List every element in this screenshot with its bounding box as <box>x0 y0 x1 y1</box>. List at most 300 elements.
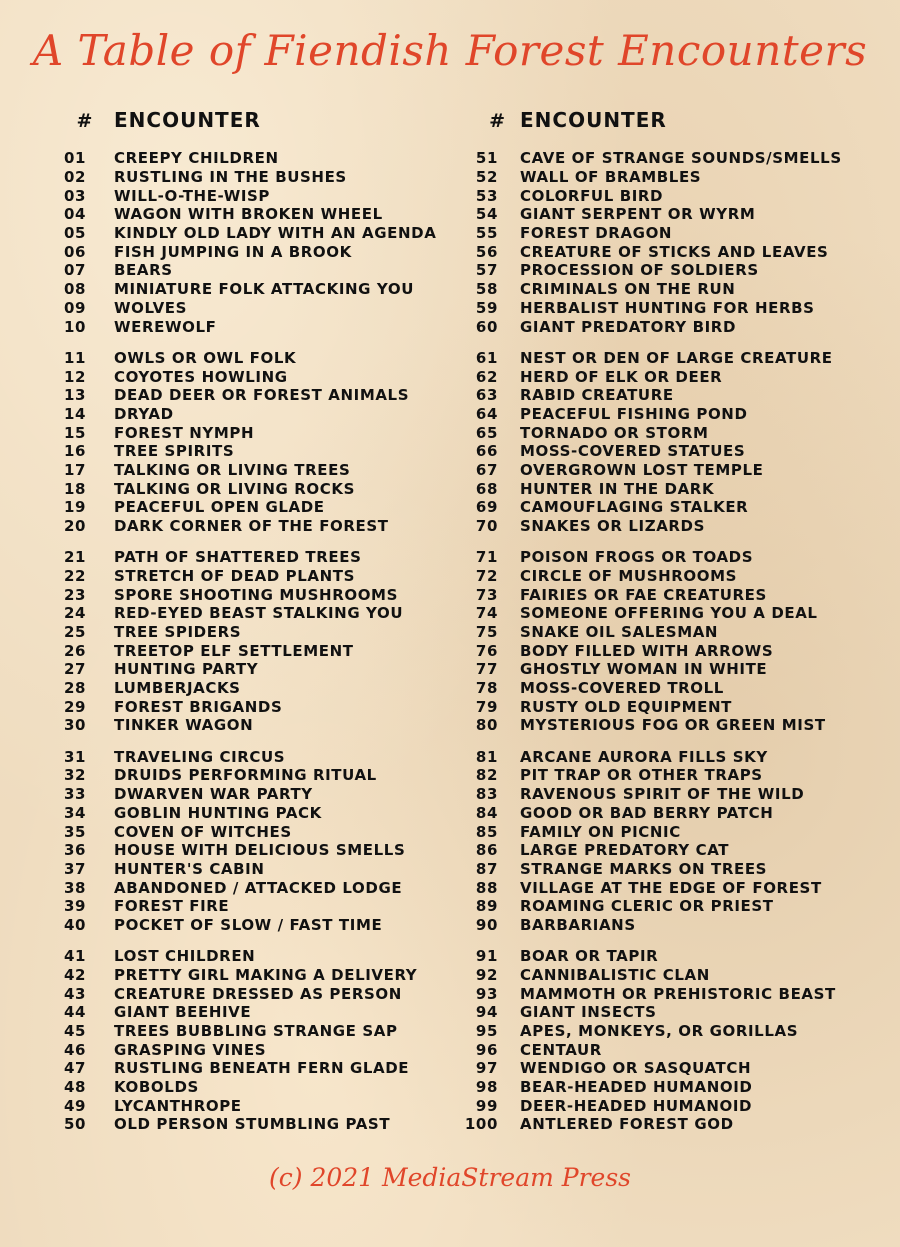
encounter-text: TRAVELING CIRCUS <box>114 747 286 766</box>
encounter-number: 44 <box>64 1003 87 1022</box>
encounter-row <box>462 803 862 822</box>
encounter-row <box>462 317 862 336</box>
encounter-number: 84 <box>475 803 498 822</box>
encounter-number: 43 <box>64 984 87 1003</box>
encounter-row <box>56 1003 446 1022</box>
encounter-text: MYSTERIOUS FOG OR GREEN MIST <box>520 716 826 735</box>
encounter-number: 33 <box>64 785 87 804</box>
encounter-number: 78 <box>475 679 498 698</box>
encounter-number: 18 <box>64 479 87 498</box>
encounter-text: SPORE SHOOTING MUSHROOMS <box>114 585 398 604</box>
encounter-row <box>462 604 862 623</box>
encounter-number: 35 <box>64 822 87 841</box>
encounter-number: 49 <box>64 1096 87 1115</box>
encounter-row <box>462 1022 862 1041</box>
encounter-text: FOREST NYMPH <box>114 423 255 442</box>
encounter-row <box>56 299 446 318</box>
encounter-text: SOMEONE OFFERING YOU A DEAL <box>520 604 818 623</box>
encounter-text: FOREST BRIGANDS <box>114 697 283 716</box>
encounter-row <box>462 261 862 280</box>
encounter-number: 41 <box>64 947 87 966</box>
encounter-text: LUMBERJACKS <box>114 679 241 698</box>
encounter-row <box>462 916 862 935</box>
encounter-number: 29 <box>64 697 87 716</box>
encounter-number: 98 <box>475 1078 498 1097</box>
encounter-row <box>462 186 862 205</box>
encounter-group <box>462 548 862 735</box>
encounter-row <box>56 641 446 660</box>
encounter-number: 46 <box>64 1040 87 1059</box>
encounter-number: 61 <box>475 348 498 367</box>
encounter-text: PEACEFUL FISHING POND <box>520 404 748 423</box>
encounter-text: LYCANTHROPE <box>114 1096 242 1115</box>
encounter-number: 99 <box>475 1096 498 1115</box>
encounter-row <box>462 966 862 985</box>
encounter-number: 59 <box>475 298 498 317</box>
encounter-text: TREE SPIRITS <box>114 442 235 461</box>
encounter-text: GOBLIN HUNTING PACK <box>114 803 322 822</box>
encounter-row <box>462 679 862 698</box>
encounter-number: 79 <box>475 697 498 716</box>
encounter-number: 76 <box>475 641 498 660</box>
encounter-number: 71 <box>475 548 498 567</box>
encounter-text: TREETOP ELF SETTLEMENT <box>114 641 354 660</box>
encounter-row <box>56 567 446 586</box>
encounter-number: 53 <box>475 186 498 205</box>
encounter-number: 06 <box>64 242 87 261</box>
encounter-number: 26 <box>64 641 87 660</box>
encounter-row <box>56 548 446 567</box>
encounter-number: 22 <box>64 566 87 585</box>
encounter-row <box>462 878 862 897</box>
encounter-row <box>462 984 862 1003</box>
encounter-row <box>462 822 862 841</box>
encounter-text: MOSS-COVERED TROLL <box>520 679 724 698</box>
encounter-number: 24 <box>64 604 87 623</box>
encounter-text: PEACEFUL OPEN GLADE <box>114 498 325 517</box>
encounter-row <box>462 1115 862 1134</box>
encounter-text: MAMMOTH OR PREHISTORIC BEAST <box>520 984 836 1003</box>
encounter-number: 12 <box>64 367 87 386</box>
encounter-number: 03 <box>64 186 87 205</box>
encounter-row <box>462 766 862 785</box>
encounter-row <box>56 1022 446 1041</box>
encounter-number: 65 <box>475 423 498 442</box>
encounter-number: 72 <box>475 566 498 585</box>
encounter-row <box>56 1059 446 1078</box>
encounter-row <box>462 1003 862 1022</box>
encounter-row <box>56 1115 446 1134</box>
encounter-text: RUSTLING BENEATH FERN GLADE <box>114 1059 410 1078</box>
encounter-row <box>462 280 862 299</box>
encounter-row <box>56 205 446 224</box>
encounter-group <box>462 747 862 934</box>
encounter-row <box>462 697 862 716</box>
encounter-row <box>462 1040 862 1059</box>
encounter-text: FAIRIES OR FAE CREATURES <box>520 585 767 604</box>
encounter-group <box>56 747 446 934</box>
encounter-number: 11 <box>64 348 87 367</box>
encounter-number: 86 <box>475 841 498 860</box>
encounter-text: DRUIDS PERFORMING RITUAL <box>114 766 377 785</box>
encounter-number: 88 <box>475 878 498 897</box>
encounter-row <box>56 168 446 187</box>
encounter-row <box>56 149 446 168</box>
encounter-number: 75 <box>475 623 498 642</box>
encounter-row <box>462 498 862 517</box>
encounter-text: PATH OF SHATTERED TREES <box>114 548 362 567</box>
encounter-row <box>56 461 446 480</box>
encounter-row <box>56 442 446 461</box>
number-header: # <box>489 110 506 132</box>
encounter-number: 95 <box>475 1021 498 1040</box>
encounter-row <box>56 1078 446 1097</box>
number-header: # <box>76 110 94 132</box>
encounter-text: ANTLERED FOREST GOD <box>520 1115 734 1134</box>
encounter-number: 37 <box>64 859 87 878</box>
encounter-text: OLD PERSON STUMBLING PAST <box>114 1115 391 1134</box>
encounter-number: 64 <box>475 404 498 423</box>
encounter-text: FOREST FIRE <box>114 897 230 916</box>
encounter-text: BEAR-HEADED HUMANOID <box>520 1078 753 1097</box>
encounter-group <box>56 348 446 535</box>
encounter-number: 05 <box>64 224 87 243</box>
encounter-number: 36 <box>64 841 87 860</box>
encounter-row <box>462 517 862 536</box>
encounter-number: 77 <box>475 660 498 679</box>
encounter-row <box>56 897 446 916</box>
encounter-number: 16 <box>64 442 87 461</box>
encounter-text: NEST OR DEN OF LARGE CREATURE <box>520 348 833 367</box>
encounter-row <box>462 1078 862 1097</box>
encounter-row <box>462 149 862 168</box>
encounter-row <box>462 623 862 642</box>
encounter-row <box>462 423 862 442</box>
encounter-number: 90 <box>475 915 498 934</box>
encounter-text: VILLAGE AT THE EDGE OF FOREST <box>520 878 822 897</box>
encounter-text: CREATURE DRESSED AS PERSON <box>114 984 402 1003</box>
encounter-row <box>56 186 446 205</box>
encounter-number: 10 <box>64 317 87 336</box>
encounter-text: SNAKES OR LIZARDS <box>520 517 706 535</box>
encounter-text: WOLVES <box>114 298 188 317</box>
encounter-number: 45 <box>64 1021 87 1040</box>
encounter-text: DEAD DEER OR FOREST ANIMALS <box>114 386 410 405</box>
encounter-number: 92 <box>475 965 498 984</box>
encounter-text: HERD OF ELK OR DEER <box>520 367 723 386</box>
encounter-text: ABANDONED / ATTACKED LODGE <box>114 878 403 897</box>
encounter-number: 66 <box>475 442 498 461</box>
encounter-text: STRETCH OF DEAD PLANTS <box>114 566 355 585</box>
encounter-row <box>56 517 446 536</box>
column-header <box>462 104 862 134</box>
encounter-row <box>56 423 446 442</box>
encounter-text: DRYAD <box>114 404 174 423</box>
encounter-text: TREES BUBBLING STRANGE SAP <box>114 1021 398 1040</box>
encounter-number: 14 <box>64 404 87 423</box>
encounter-text: GRASPING VINES <box>114 1040 267 1059</box>
encounter-text: BOAR OR TAPIR <box>520 947 659 966</box>
encounter-number: 42 <box>64 965 87 984</box>
encounter-row <box>56 405 446 424</box>
encounter-text: CAVE OF STRANGE SOUNDS/SMELLS <box>520 149 842 168</box>
encounter-row <box>462 205 862 224</box>
encounter-number: 28 <box>64 679 87 698</box>
encounter-groups <box>462 149 862 1134</box>
encounter-row <box>56 747 446 766</box>
encounter-text: POISON FROGS OR TOADS <box>520 548 754 567</box>
encounter-row <box>462 860 862 879</box>
copyright-footer: (c) 2021 MediaStream Press <box>268 1163 632 1192</box>
encounter-text: WEREWOLF <box>114 317 217 336</box>
encounter-number: 62 <box>475 367 498 386</box>
encounter-text: RED-EYED BEAST STALKING YOU <box>114 604 404 623</box>
encounter-number: 08 <box>64 280 87 299</box>
encounter-number: 67 <box>475 460 498 479</box>
encounter-number: 04 <box>64 205 87 224</box>
encounter-number: 63 <box>475 386 498 405</box>
encounter-text: CREATURE OF STICKS AND LEAVES <box>520 242 829 261</box>
encounter-column-right <box>462 104 862 1146</box>
encounter-row <box>56 822 446 841</box>
encounter-text: GOOD OR BAD BERRY PATCH <box>520 803 774 822</box>
encounter-number: 60 <box>475 317 498 336</box>
encounter-header: ENCOUNTER <box>114 108 261 132</box>
encounter-text: TORNADO OR STORM <box>520 423 709 442</box>
encounter-number: 50 <box>64 1115 87 1134</box>
encounter-number: 02 <box>64 168 87 187</box>
encounter-number: 70 <box>475 517 498 535</box>
encounter-number: 58 <box>475 280 498 299</box>
encounter-text: DWARVEN WAR PARTY <box>114 785 313 804</box>
encounter-group <box>462 947 862 1134</box>
encounter-text: ROAMING CLERIC OR PRIEST <box>520 897 774 916</box>
encounter-text: CANNIBALISTIC CLAN <box>520 965 710 984</box>
encounter-number: 27 <box>64 660 87 679</box>
encounter-text: COVEN OF WITCHES <box>114 822 292 841</box>
encounter-row <box>462 1059 862 1078</box>
encounter-text: GIANT BEEHIVE <box>114 1003 252 1022</box>
encounter-number: 83 <box>475 785 498 804</box>
encounter-number: 13 <box>64 386 87 405</box>
encounter-text: COLORFUL BIRD <box>520 186 664 205</box>
encounter-row <box>462 641 862 660</box>
encounter-row <box>56 1040 446 1059</box>
encounter-number: 31 <box>64 747 87 766</box>
encounter-row <box>56 697 446 716</box>
encounter-row <box>56 585 446 604</box>
encounter-number: 40 <box>64 915 87 934</box>
encounter-group <box>56 947 446 1134</box>
encounter-row <box>462 897 862 916</box>
column-header <box>56 104 446 134</box>
encounter-row <box>56 498 446 517</box>
encounter-text: APES, MONKEYS, OR GORILLAS <box>520 1021 799 1040</box>
encounter-number: 25 <box>64 623 87 642</box>
encounter-row <box>462 386 862 405</box>
encounter-text: PIT TRAP OR OTHER TRAPS <box>520 766 763 785</box>
encounter-row <box>56 1096 446 1115</box>
encounter-text: CENTAUR <box>520 1040 602 1059</box>
encounter-row <box>56 984 446 1003</box>
encounter-text: CRIMINALS ON THE RUN <box>520 280 736 299</box>
encounter-row <box>56 479 446 498</box>
encounter-text: WILL-O-THE-WISP <box>114 186 271 205</box>
encounter-text: MINIATURE FOLK ATTACKING YOU <box>114 280 414 299</box>
encounter-text: CREEPY CHILDREN <box>114 149 279 168</box>
encounter-row <box>56 716 446 735</box>
encounter-row <box>56 766 446 785</box>
page-title: A Table of Fiendish Forest Encounters <box>32 26 868 75</box>
encounter-row <box>56 841 446 860</box>
encounter-row <box>462 168 862 187</box>
encounter-text: RUSTLING IN THE BUSHES <box>114 168 347 187</box>
encounter-row <box>56 280 446 299</box>
encounter-row <box>462 479 862 498</box>
encounter-text: PROCESSION OF SOLDIERS <box>520 261 759 280</box>
encounter-row <box>56 660 446 679</box>
encounter-row <box>462 299 862 318</box>
encounter-text: RUSTY OLD EQUIPMENT <box>520 697 732 716</box>
encounter-text: FAMILY ON PICNIC <box>520 822 681 841</box>
encounter-row <box>56 317 446 336</box>
encounter-groups <box>56 149 446 1134</box>
encounter-row <box>462 548 862 567</box>
encounter-number: 96 <box>475 1040 498 1059</box>
encounter-number: 30 <box>64 716 87 735</box>
encounter-row <box>56 860 446 879</box>
encounter-header: ENCOUNTER <box>520 108 667 132</box>
encounter-row <box>462 367 862 386</box>
encounter-row <box>462 585 862 604</box>
encounter-number: 80 <box>475 716 498 735</box>
encounter-text: TREE SPIDERS <box>114 623 242 642</box>
encounter-number: 93 <box>475 984 498 1003</box>
encounter-text: DARK CORNER OF THE FOREST <box>114 517 389 535</box>
encounter-row <box>462 224 862 243</box>
encounter-number: 54 <box>475 205 498 224</box>
encounter-text: TALKING OR LIVING ROCKS <box>114 479 356 498</box>
encounter-number: 01 <box>64 149 87 168</box>
encounter-group <box>56 548 446 735</box>
encounter-number: 94 <box>475 1003 498 1022</box>
encounter-number: 57 <box>475 261 498 280</box>
encounter-text: RAVENOUS SPIRIT OF THE WILD <box>520 785 805 804</box>
encounter-row <box>462 660 862 679</box>
encounter-number: 73 <box>475 585 498 604</box>
encounter-text: HERBALIST HUNTING FOR HERBS <box>520 298 815 317</box>
encounter-number: 56 <box>475 242 498 261</box>
encounter-row <box>56 386 446 405</box>
encounter-row <box>462 785 862 804</box>
encounter-row <box>56 785 446 804</box>
encounter-text: CAMOUFLAGING STALKER <box>520 498 749 517</box>
encounter-text: HOUSE WITH DELICIOUS SMELLS <box>114 841 406 860</box>
encounter-number: 91 <box>475 947 498 966</box>
encounter-group <box>56 149 446 336</box>
encounter-row <box>462 461 862 480</box>
encounter-number: 87 <box>475 859 498 878</box>
encounter-number: 38 <box>64 878 87 897</box>
encounter-number: 69 <box>475 498 498 517</box>
encounter-text: HUNTER'S CABIN <box>114 859 265 878</box>
encounter-text: CIRCLE OF MUSHROOMS <box>520 566 738 585</box>
encounter-text: BODY FILLED WITH ARROWS <box>520 641 774 660</box>
encounter-text: GHOSTLY WOMAN IN WHITE <box>520 660 768 679</box>
encounter-row <box>56 623 446 642</box>
encounter-text: KINDLY OLD LADY WITH AN AGENDA <box>114 224 437 243</box>
encounter-text: WAGON WITH BROKEN WHEEL <box>114 205 383 224</box>
encounter-number: 100 <box>464 1115 498 1134</box>
encounter-row <box>462 405 862 424</box>
encounter-row <box>462 567 862 586</box>
encounter-row <box>56 679 446 698</box>
encounter-number: 20 <box>64 517 87 535</box>
encounter-number: 85 <box>475 822 498 841</box>
encounter-number: 55 <box>475 224 498 243</box>
encounter-text: GIANT SERPENT OR WYRM <box>520 205 756 224</box>
encounter-text: WENDIGO OR SASQUATCH <box>520 1059 752 1078</box>
encounter-text: MOSS-COVERED STATUES <box>520 442 746 461</box>
encounter-text: COYOTES HOWLING <box>114 367 288 386</box>
encounter-number: 82 <box>475 766 498 785</box>
encounter-number: 51 <box>475 149 498 168</box>
encounter-number: 07 <box>64 261 87 280</box>
encounter-number: 34 <box>64 803 87 822</box>
encounter-text: OVERGROWN LOST TEMPLE <box>520 460 764 479</box>
encounter-row <box>462 442 862 461</box>
encounter-text: FOREST DRAGON <box>520 224 673 243</box>
encounter-row <box>56 803 446 822</box>
encounter-text: STRANGE MARKS ON TREES <box>520 859 768 878</box>
encounter-text: GIANT PREDATORY BIRD <box>520 317 737 336</box>
encounter-column-left <box>56 104 446 1146</box>
encounter-text: TINKER WAGON <box>114 716 254 735</box>
encounter-row <box>462 242 862 261</box>
encounter-group <box>462 348 862 535</box>
encounter-text: SNAKE OIL SALESMAN <box>520 623 719 642</box>
encounter-text: BARBARIANS <box>520 915 636 934</box>
encounter-group <box>462 149 862 336</box>
encounter-number: 21 <box>64 548 87 567</box>
encounter-number: 23 <box>64 585 87 604</box>
encounter-text: ARCANE AURORA FILLS SKY <box>520 747 768 766</box>
encounter-number: 89 <box>475 897 498 916</box>
encounter-row <box>462 716 862 735</box>
encounter-number: 19 <box>64 498 87 517</box>
encounter-number: 09 <box>64 298 87 317</box>
encounter-text: HUNTING PARTY <box>114 660 259 679</box>
encounter-text: KOBOLDS <box>114 1078 199 1097</box>
encounter-text: PRETTY GIRL MAKING A DELIVERY <box>114 965 418 984</box>
encounter-number: 81 <box>475 747 498 766</box>
encounter-row <box>56 348 446 367</box>
encounter-number: 68 <box>475 479 498 498</box>
encounter-row <box>462 348 862 367</box>
encounter-text: LOST CHILDREN <box>114 947 256 966</box>
encounter-text: OWLS OR OWL FOLK <box>114 348 297 367</box>
encounter-text: TALKING OR LIVING TREES <box>114 460 351 479</box>
encounter-row <box>56 916 446 935</box>
encounter-number: 39 <box>64 897 87 916</box>
encounter-number: 52 <box>475 168 498 187</box>
encounter-text: WALL OF BRAMBLES <box>520 168 702 187</box>
encounter-text: HUNTER IN THE DARK <box>520 479 715 498</box>
encounter-row <box>462 841 862 860</box>
encounter-text: GIANT INSECTS <box>520 1003 657 1022</box>
encounter-number: 15 <box>64 423 87 442</box>
encounter-row <box>56 242 446 261</box>
